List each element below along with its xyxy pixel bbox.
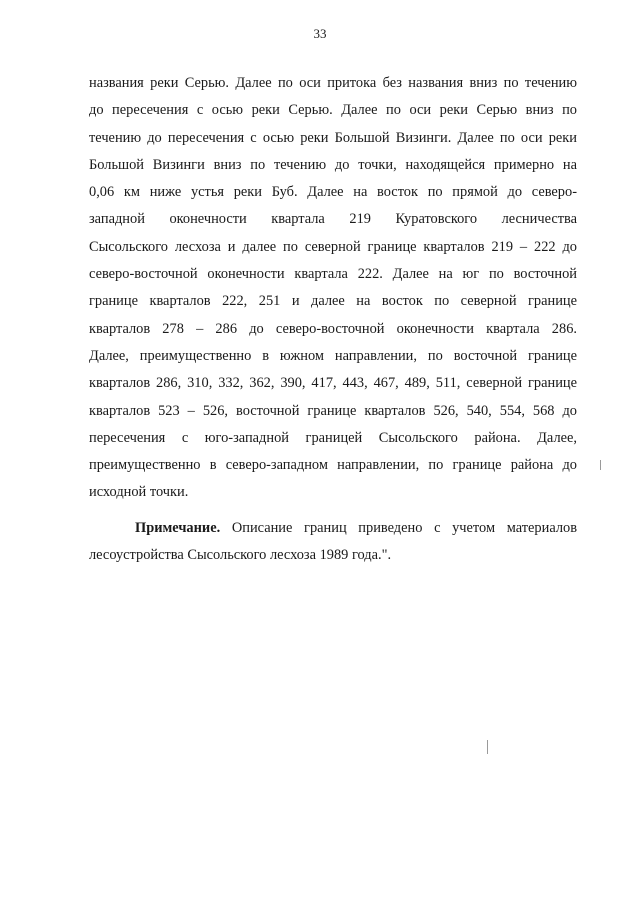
note-line bbox=[89, 515, 577, 542]
scan-artifact bbox=[487, 740, 488, 754]
body-paragraph bbox=[89, 70, 577, 507]
page-number: 33 bbox=[313, 26, 327, 41]
body-line: границе кварталов 222, 251 и далее на восток по северной границе bbox=[89, 293, 577, 310]
body-line: кварталов 286, 310, 332, 362, 390, 417, 443, 467, 489, 511, северной границе bbox=[89, 375, 577, 392]
body-line: 0,06 км ниже устья реки Буб. Далее на восток по прямой до северо- bbox=[89, 184, 577, 201]
body-line: Далее, преимущественно в южном направлении, по восточной границе bbox=[89, 347, 577, 364]
body-line: Большой Визинги вниз по течению до точки, находящейся примерно на bbox=[89, 156, 577, 173]
body-line: до пересечения с осью реки Серью. Далее по оси реки Серью вниз по bbox=[89, 102, 577, 119]
note-text: Описание границ приведено с учетом материалов bbox=[220, 520, 577, 536]
body-line-last: исходной точки. bbox=[89, 484, 189, 501]
note-paragraph bbox=[89, 515, 577, 569]
body-line: северо-восточной оконечности квартала 222. Далее на юг по восточной bbox=[89, 266, 577, 283]
body-line: пересечения с юго-западной границей Сысольского района. Далее, bbox=[89, 429, 577, 446]
body-line: западной оконечности квартала 219 Куратовского лесничества bbox=[89, 211, 577, 228]
body-line: кварталов 278 – 286 до северо-восточной оконечности квартала 286. bbox=[89, 320, 577, 337]
body-line: преимущественно в северо-западном направлении, по границе района до bbox=[89, 457, 577, 474]
body-line: названия реки Серью. Далее по оси притока без названия вниз по течению bbox=[89, 75, 577, 91]
body-line: течению до пересечения с осью реки Большой Визинги. Далее по оси реки bbox=[89, 129, 577, 146]
body-line: кварталов 523 – 526, восточной границе кварталов 526, 540, 554, 568 до bbox=[89, 402, 577, 419]
note-line-last: лесоустройства Сысольского лесхоза 1989 года.". bbox=[89, 547, 392, 563]
scan-artifact bbox=[600, 460, 601, 470]
note-label: Примечание. bbox=[135, 520, 221, 536]
body-line: Сысольского лесхоза и далее по северной границе кварталов 219 – 222 до bbox=[89, 238, 577, 255]
